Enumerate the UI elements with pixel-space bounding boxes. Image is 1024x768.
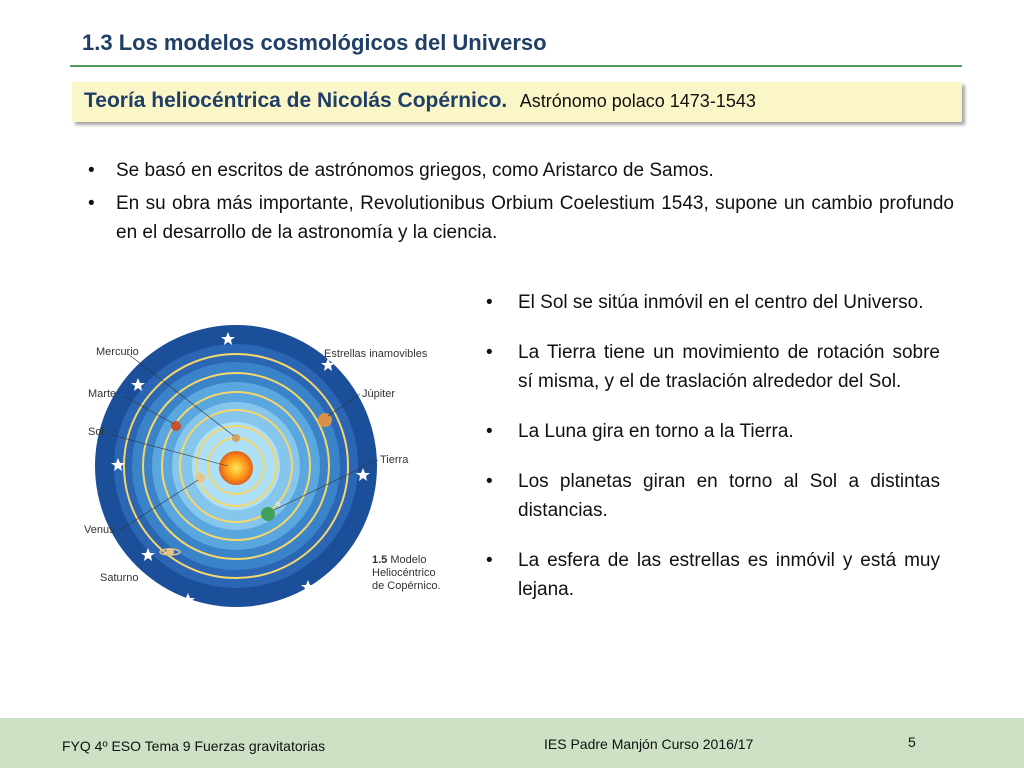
bullet-icon: • <box>486 550 493 571</box>
subtitle-main: Teoría heliocéntrica de Nicolás Copérnico. <box>84 89 508 112</box>
list-item <box>480 467 940 525</box>
bullet-icon: • <box>486 471 493 492</box>
label-jupiter: Júpiter <box>362 388 396 400</box>
list-item <box>480 288 940 317</box>
slide-title: 1.3 Los modelos cosmológicos del Universo <box>82 30 547 55</box>
list-item-text: La esfera de las estrellas es inmóvil y está muy lejana. <box>518 550 940 600</box>
marte-planet-icon <box>171 421 181 431</box>
footer-bar <box>0 718 1024 768</box>
footer-course: FYQ 4º ESO Tema 9 Fuerzas gravitatorias <box>62 738 326 754</box>
bullet-icon: • <box>88 193 95 214</box>
bullet-icon: • <box>486 292 493 313</box>
caption-line2: Heliocéntrico <box>372 567 436 579</box>
subtitle-sub: Astrónomo polaco 1473-1543 <box>519 91 756 111</box>
list-item-text: Los planetas giran en torno al Sol a distintas distancias. <box>518 471 940 521</box>
sun-icon <box>219 451 253 485</box>
list-item-text: En su obra más importante, Revolutionibus Orbium Coelestium 1543, supone un cambio profundo en el desarrollo de la astronomía y la ciencia. <box>116 193 954 243</box>
list-item-text: El Sol se sitúa inmóvil en el centro del Universo. <box>518 292 924 313</box>
label-mercurio: Mercurio <box>96 346 139 358</box>
label-marte: Marte <box>88 388 117 400</box>
list-item <box>82 156 954 185</box>
bullet-icon: • <box>88 160 95 181</box>
list-item <box>480 338 940 396</box>
top-bullet-list <box>82 156 954 247</box>
subtitle-box <box>72 82 962 122</box>
label-tierra: Tierra <box>380 454 409 466</box>
list-item <box>480 546 940 604</box>
footer-school: IES Padre Manjón Curso 2016/17 <box>544 736 754 752</box>
list-item-text: La Luna gira en torno a la Tierra. <box>518 421 794 442</box>
bullet-icon: • <box>486 421 493 442</box>
list-item-text: La Tierra tiene un movimiento de rotación sobre sí misma, y el de traslación alrededor del Sol. <box>518 342 940 392</box>
page-number: 5 <box>908 734 916 750</box>
list-item <box>82 189 954 247</box>
caption-number: 1.5 <box>372 554 388 566</box>
caption-line1: Modelo <box>390 554 427 566</box>
heliocentric-diagram <box>78 318 463 610</box>
tierra-planet-icon <box>261 507 275 521</box>
venus-planet-icon <box>195 473 205 483</box>
bullet-icon: • <box>486 342 493 363</box>
jupiter-planet-icon <box>318 413 332 427</box>
label-saturno: Saturno <box>100 572 139 584</box>
label-venus: Venus <box>84 524 115 536</box>
diagram-caption <box>372 554 441 593</box>
list-item-text: Se basó en escritos de astrónomos griegos, como Aristarco de Samos. <box>116 160 714 181</box>
caption-line3: de Copérnico. <box>372 580 441 592</box>
list-item <box>480 417 940 446</box>
label-estrellas: Estrellas inamovibles <box>324 348 428 360</box>
title-divider <box>70 65 962 67</box>
right-bullet-list <box>480 288 940 604</box>
label-sol: Sol <box>88 426 104 438</box>
moon-icon <box>276 502 281 507</box>
